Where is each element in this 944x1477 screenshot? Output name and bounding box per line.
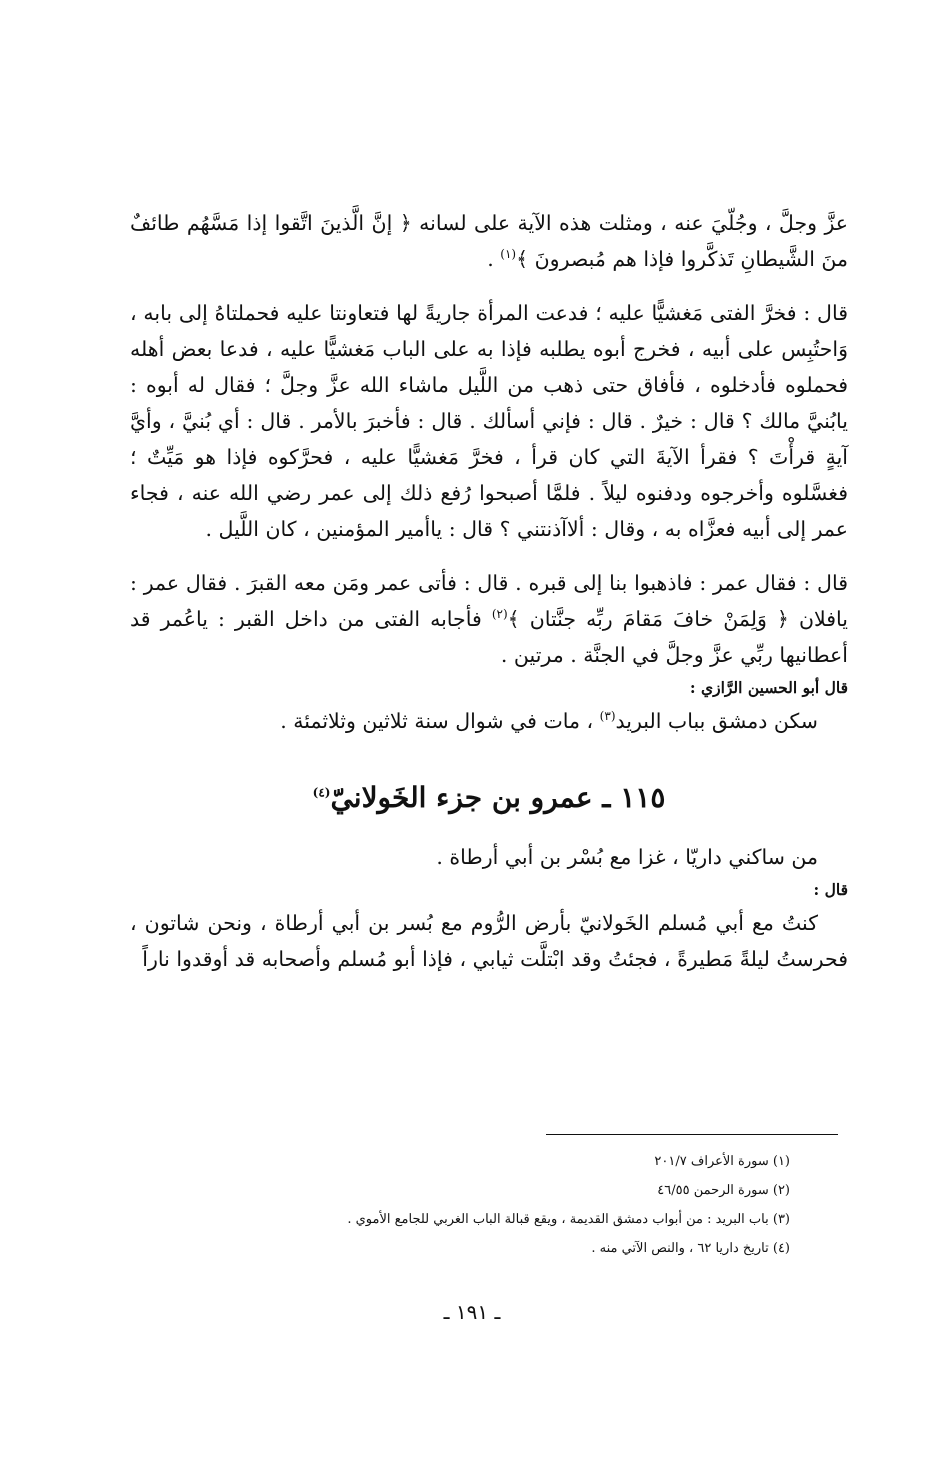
footnotes (200, 1147, 790, 1263)
paragraph-1 (130, 205, 848, 277)
footnote-2: (٢) سورة الرحمن ٤٦/٥٥ (657, 1183, 790, 1198)
paragraph-1-end: . (487, 247, 501, 271)
razi-label: قال أبو الحسين الرَّازي : (689, 678, 848, 697)
razi-text-a: سكن دمشق بباب البريد (615, 709, 818, 733)
footnote-ref-3: (٣) (599, 709, 616, 724)
entry-intro: من ساكني داريّا ، غزا مع بُسْر بن أبي أرطاة . (436, 845, 818, 869)
footnote-1: (١) سورة الأعراف ٢٠١/٧ (654, 1154, 790, 1169)
entry-qala: قال : (813, 880, 848, 899)
footnote-divider (546, 1134, 838, 1135)
entry-title-text: ١١٥ ـ عمرو بن جزء الخَولانيّ (330, 781, 666, 814)
paragraph-3 (130, 565, 848, 673)
footnote-4: (٤) تاريخ داريا ٦٢ ، والنص الآتي منه . (591, 1241, 790, 1256)
paragraph-2: قال : فخرَّ الفتى مَغشيًّا عليه ؛ فدعت المرأة جاريةً لها فتعاونتا عليه فحملتاهُ إلى بابه ، وَاحتُبِس على أبيه ، فخرج أبوه يطلبه فإذا به على الباب مَغشيًّا عليه ، فدعا بعض أهله فحملوه فأدخلوه ، فأفاق حتى ذهب من اللَّيل ماشاء الله عزَّ وجلَّ ؛ فقال له أبوه : يابُنيَّ مالك ؟ قال : خيرٌ . قال : فإني أسألك . قال : فأخبرَ بالأمر . قال : أي بُنيَّ ، وأيَّ آيةٍ قرأْتَ ؟ فقرأ الآيةَ التي كان قرأ ، فخرَّ مَغشيًّا عليه ، فحرَّكوه فإذا هو مَيِّتٌ ؛ فغسَّلوه وأخرجوه ودفنوه ليلاً . فلمَّا أصبحوا رُفع ذلك إلى عمر رضي الله عنه ، فجاء عمر إلى أبيه فعزَّاه به ، وقال : ألاآذنتني ؟ قال : ياأمير المؤمنين ، كان اللَّيل . (130, 301, 848, 541)
footnote-3: (٣) باب البريد : من أبواب دمشق القديمة ، ويقع قبالة الباب الغربي للجامع الأموي . (347, 1212, 790, 1227)
page-number: ـ ١٩١ ـ (443, 1300, 501, 1324)
paragraph-3-text-a: قال : فقال عمر : فاذهبوا بنا إلى قبره . قال : فأتى عمر ومَن معه القبرَ . فقال عمر : يافلان ﴿ وَلِمَنْ خافَ مَقامَ ربِّه جنَّتان ﴾ (130, 571, 848, 631)
footnote-ref-4: (٤) (312, 785, 331, 800)
razi-text-b: ، مات في شوال سنة ثلاثين وثلاثمئة . (280, 709, 600, 733)
footnote-ref-1: (١) (500, 247, 517, 262)
entry-title (130, 777, 848, 819)
entry-body: كنتُ مع أبي مُسلم الخَولانيّ بأرض الرُّوم مع بُسر بن أبي أرطاة ، ونحن شاتون ، فحرستُ ليلةً مَطيرةً ، فجئتُ وقد ابْتلَّت ثيابي ، فإذا أبو مُسلم وأصحابه قد أوقدوا ناراً (130, 911, 848, 971)
paragraph-1-text: عزَّ وجلَّ ، وجُلّيَ عنه ، ومثلت هذه الآية على لسانه ﴿ إنَّ الَّذينَ اتَّقوا إذا مَسَّهُم طائفٌ منَ الشَّيطانِ تَذكَّروا فإذا هم مُبصرونَ ﴾ (130, 211, 848, 271)
paragraph-3-text-b: فأجابه الفتى من داخل القبر : ياعُمر قد أعطانيها ربِّي عزَّ وجلَّ في الجنَّة . مرتين . (130, 607, 848, 667)
footnote-ref-2: (٢) (491, 607, 508, 622)
razi-line (130, 703, 848, 739)
page-body (130, 205, 848, 977)
